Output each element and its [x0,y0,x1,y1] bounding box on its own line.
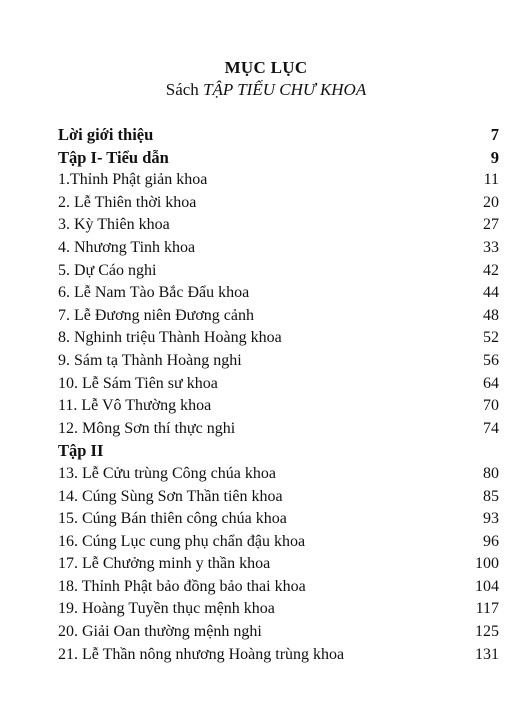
toc-entry-page-number: 42 [483,261,499,279]
toc-entry [58,486,499,509]
toc-entry [58,553,499,576]
toc-entry-page-number: 74 [483,419,499,437]
toc-entry [58,598,499,621]
toc-entry-label: 2. Lễ Thiên thời khoa [58,193,197,211]
toc-entry-label: 9. Sám tạ Thành Hoàng nghi [58,351,242,369]
toc-entry-label: Lời giới thiệu [58,125,154,144]
toc-entry-page-number: 100 [475,555,499,573]
toc-entry-page-number: 9 [490,147,499,167]
toc-entry [58,576,499,599]
toc-entry [58,418,499,441]
toc-entry [58,463,499,486]
toc-entry-label: 12. Mông Sơn thí thực nghi [58,419,236,437]
toc-entry-label: 5. Dự Cáo nghi [58,261,157,279]
table-of-contents [58,124,499,666]
toc-entry [58,169,499,192]
toc-entry-label: 8. Nghinh triệu Thành Hoàng khoa [58,329,282,347]
toc-entry [58,395,499,418]
toc-entry-page-number: 131 [475,645,499,663]
toc-entry-label: 11. Lễ Vô Thường khoa [58,397,212,415]
toc-entry-page-number: 44 [483,284,499,302]
toc-entry-label: 3. Kỳ Thiên khoa [58,216,170,234]
toc-entry [58,237,499,260]
toc-entry-page-number: 125 [475,623,499,641]
toc-entry [58,214,499,237]
toc-entry [58,350,499,373]
subtitle-book-name: TẬP TIẾU CHƯ KHOA [203,80,367,99]
toc-entry [58,644,499,667]
toc-entry [58,531,499,554]
toc-entry [58,260,499,283]
toc-entry-label: 6. Lễ Nam Tào Bắc Đẩu khoa [58,284,250,302]
toc-entry-label: 18. Thỉnh Phật bảo đồng bảo thai khoa [58,577,306,595]
toc-entry-page-number: 104 [475,577,499,595]
toc-entry [58,192,499,215]
toc-entry-page-number: 70 [483,397,499,415]
toc-entry-page-number: 64 [483,374,499,392]
toc-entry-label: 17. Lễ Chưởng minh y thần khoa [58,555,271,573]
page-subtitle [0,80,532,100]
toc-entry-page-number: 27 [483,216,499,234]
toc-entry-page-number: 52 [483,329,499,347]
toc-entry-label: Tập I- Tiểu dẫn [58,147,169,167]
toc-entry-page-number: 85 [483,487,499,505]
toc-entry-page-number: 11 [483,171,499,189]
toc-entry-page-number: 7 [490,125,499,144]
toc-entry [58,621,499,644]
toc-entry-page-number: 93 [483,510,499,528]
toc-entry-label: 4. Nhương Tinh khoa [58,238,196,256]
toc-section-heading [58,147,499,170]
toc-entry-page-number: 117 [475,600,499,618]
toc-entry-label: 13. Lễ Cửu trùng Công chúa khoa [58,464,276,482]
toc-entry-label: 16. Cúng Lục cung phụ chẩn đậu khoa [58,532,306,550]
toc-entry [58,327,499,350]
toc-entry-label: 14. Cúng Sùng Sơn Thần tiên khoa [58,487,283,505]
toc-entry-page-number: 56 [483,351,499,369]
toc-entry-label: 15. Cúng Bán thiên công chúa khoa [58,510,287,528]
toc-entry-page-number: 80 [483,464,499,482]
toc-entry-label: Tập II [58,441,104,461]
toc-entry-page-number: 20 [483,193,499,211]
toc-entry-label: 10. Lễ Sám Tiên sư khoa [58,374,218,392]
toc-entry-page-number: 33 [483,238,499,256]
toc-entry-label: 21. Lễ Thần nông nhương Hoàng trùng khoa [58,645,345,663]
toc-entry [58,508,499,531]
toc-section-heading [58,440,499,463]
page-title: MỤC LỤC [224,58,308,77]
toc-entry-label: 7. Lễ Đương niên Đương cảnh [58,306,254,324]
toc-entry-label: 1.Thỉnh Phật giản khoa [58,171,208,189]
toc-entry-label: 19. Hoàng Tuyền thục mệnh khoa [58,600,275,618]
toc-entry-page-number: 96 [483,532,499,550]
toc-entry [58,282,499,305]
toc-entry-label: 20. Giải Oan thường mệnh nghi [58,623,262,641]
toc-entry [58,373,499,396]
toc-section-heading [58,124,499,147]
toc-entry [58,305,499,328]
toc-entry-page-number: 48 [483,306,499,324]
subtitle-prefix: Sách [165,80,204,99]
